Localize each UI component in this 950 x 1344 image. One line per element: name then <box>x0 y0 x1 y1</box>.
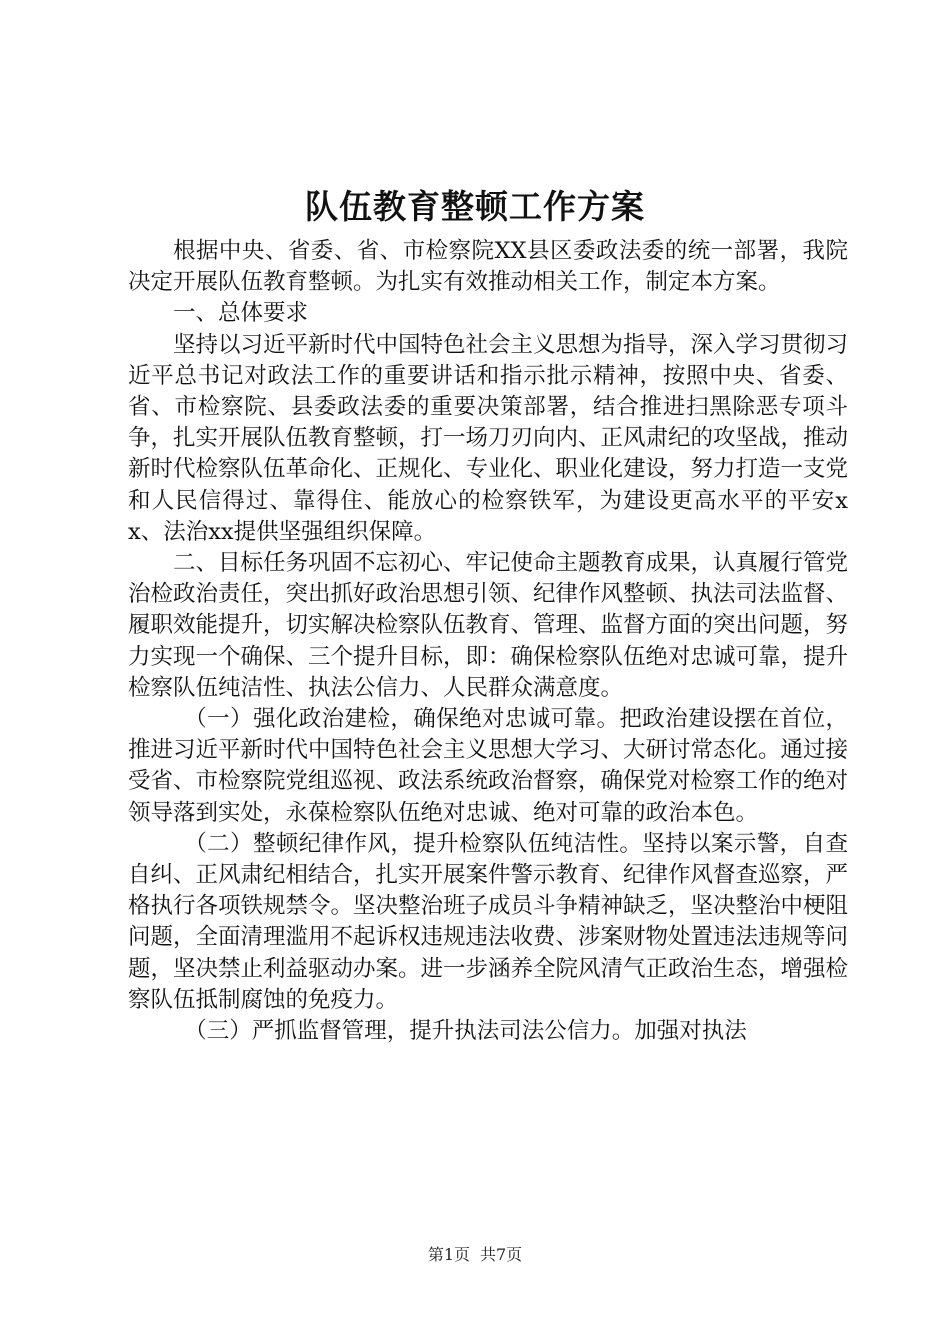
page-number: 第1页 <box>427 1245 470 1264</box>
goals-paragraph: 二、目标任务巩固不忘初心、牢记使命主题教育成果，认真履行管党治检政治责任，突出抓好政治思想引领、纪律作风整顿、执法司法监督、履职效能提升，切实解决检察队伍教育、管理、监督方面的突出问题，努力实现一个确保、三个提升目标，即：确保检察队伍绝对忠诚可靠，提升检察队伍纯洁性、执法公信力、人民群众满意度。 <box>128 550 849 701</box>
page-footer <box>0 1242 950 1265</box>
document-title: 队伍教育整顿工作方案 <box>305 187 645 226</box>
general-requirements-paragraph: 坚持以习近平新时代中国特色社会主义思想为指导，深入学习贯彻习近平总书记对政法工作的重要讲话和指示批示精神，按照中央、省委、省、市检察院、县委政法委的重要决策部署，结合推进扫黑除恶专项斗争，扎实开展队伍教育整顿，打一场刀刃向内、正风肃纪的攻坚战，推动新时代检察队伍革命化、正规化、专业化、职业化建设，努力打造一支党和人民信得过、靠得住、能放心的检察铁军，为建设更高水平的平安xx、法治xx提供坚强组织保障。 <box>128 331 849 545</box>
section-heading-general-requirements: 一、总体要求 <box>173 300 309 327</box>
page-total: 共7页 <box>480 1245 523 1264</box>
subsection-1-paragraph: （一）强化政治建检，确保绝对忠诚可靠。把政治建设摆在首位，推进习近平新时代中国特色社会主义思想大学习、大研讨常态化。通过接受省、市检察院党组巡视、政法系统政治督察，确保党对检察工作的绝对领导落到实处，永葆检察队伍绝对忠诚、绝对可靠的政治本色。 <box>128 706 849 826</box>
document-body <box>128 236 848 1047</box>
intro-paragraph: 根据中央、省委、省、市检察院XX县区委政法委的统一部署，我院决定开展队伍教育整顿。为扎实有效推动相关工作，制定本方案。 <box>128 238 848 296</box>
subsection-3-paragraph: （三）严抓监督管理，提升执法司法公信力。加强对执法 <box>184 1018 747 1045</box>
subsection-2-paragraph: （二）整顿纪律作风，提升检察队伍纯洁性。坚持以案示警，自查自纠、正风肃纪相结合，扎实开展案件警示教育、纪律作风督查巡察，严格执行各项铁规禁令。坚决整治班子成员斗争精神缺乏，坚决整治中梗阻问题，全面清理滥用不起诉权违规违法收费、涉案财物处置违法违规等问题，坚决禁止利益驱动办案。进一步涵养全院风清气正政治生态，增强检察队伍抵制腐蚀的免疫力。 <box>128 830 849 1013</box>
